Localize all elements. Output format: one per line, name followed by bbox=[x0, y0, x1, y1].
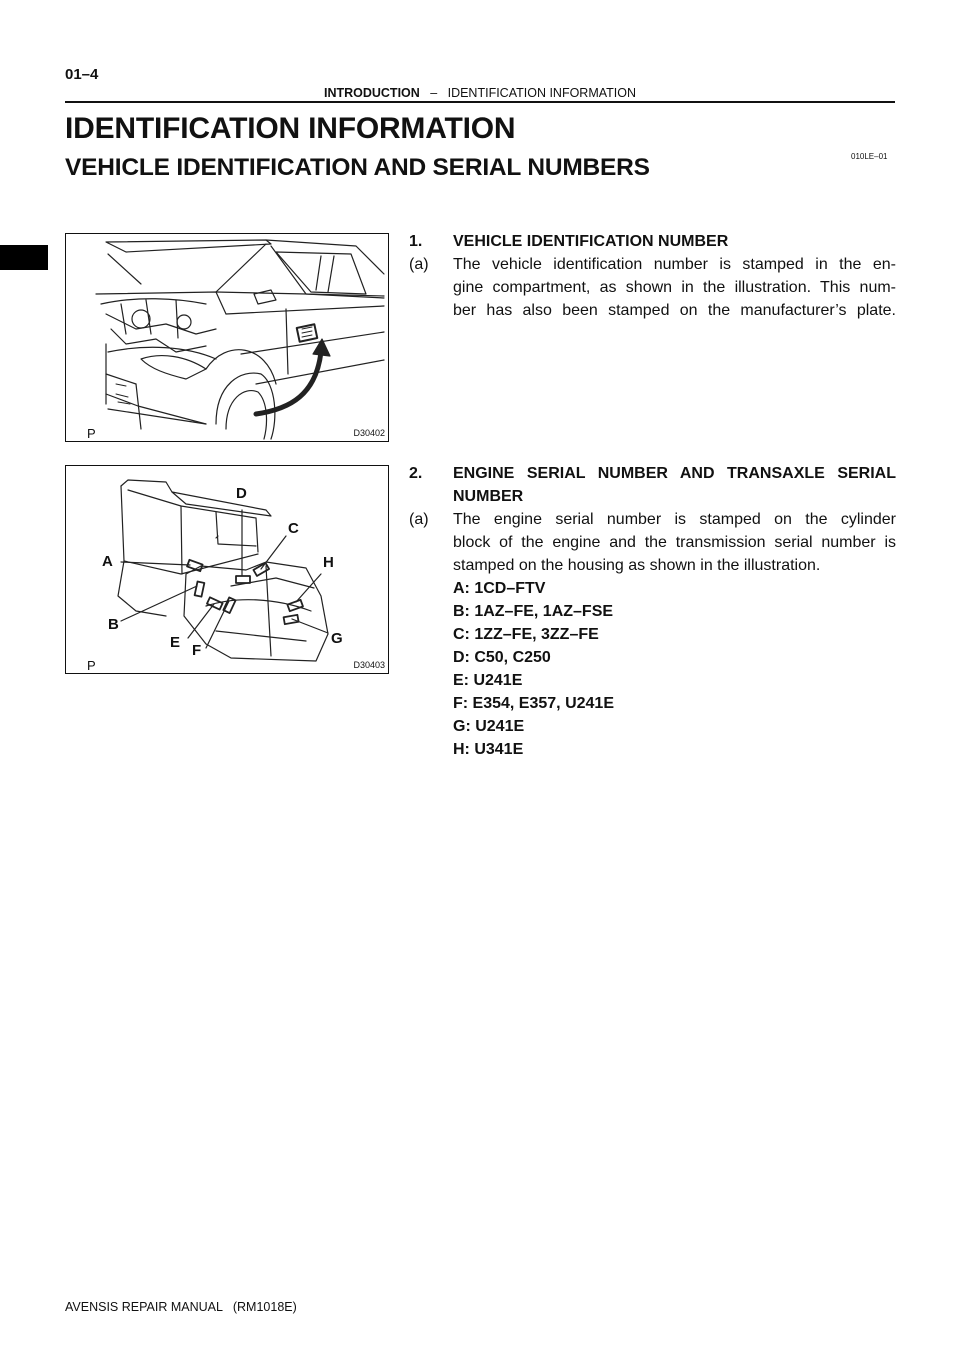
callout-g: G bbox=[331, 630, 343, 647]
page-number: 01–4 bbox=[65, 66, 99, 83]
header-subsection: IDENTIFICATION INFORMATION bbox=[447, 86, 637, 100]
header-section: INTRODUCTION bbox=[323, 86, 420, 100]
paragraph-label: (a) bbox=[409, 256, 429, 273]
code-item: E: U241E bbox=[453, 672, 523, 689]
paragraph-line: stamped on the housing as shown in the illustration. bbox=[453, 557, 821, 574]
header-rule bbox=[65, 101, 895, 103]
code-item: D: C50, C250 bbox=[453, 649, 551, 666]
callout-e: E bbox=[170, 634, 181, 651]
paragraph-line: ber has also been stamped on the manufacturer’s plate. bbox=[453, 302, 896, 319]
paragraph-line: gine compartment, as shown in the illustration. This num- bbox=[453, 279, 896, 296]
code-item: G: U241E bbox=[453, 718, 525, 735]
section-heading: VEHICLE IDENTIFICATION NUMBER bbox=[453, 233, 729, 250]
code-item: H: U341E bbox=[453, 741, 524, 758]
paragraph-line: The engine serial number is stamped on the cylinder bbox=[453, 511, 896, 528]
paragraph-line: block of the engine and the transmission serial number is bbox=[453, 534, 896, 551]
page-subtitle: VEHICLE IDENTIFICATION AND SERIAL NUMBERS bbox=[65, 154, 650, 181]
callout-f: F bbox=[192, 642, 202, 659]
code-item: B: 1AZ–FE, 1AZ–FSE bbox=[453, 603, 614, 620]
figure-p-mark: P bbox=[87, 426, 96, 441]
running-header bbox=[0, 86, 960, 100]
callout-d: D bbox=[236, 485, 247, 502]
callout-b: B bbox=[108, 616, 119, 633]
document-code: 010LE–01 bbox=[851, 152, 888, 161]
section-number: 2. bbox=[409, 465, 423, 482]
footer: AVENSIS REPAIR MANUAL (RM1018E) bbox=[65, 1300, 297, 1314]
page-title: IDENTIFICATION INFORMATION bbox=[65, 112, 516, 145]
section-serial-numbers bbox=[0, 462, 960, 758]
callout-h: H bbox=[323, 554, 334, 571]
section-vin bbox=[0, 230, 960, 330]
callout-c: C bbox=[288, 520, 299, 537]
figure-code: D30403 bbox=[353, 660, 385, 670]
figure-p-mark: P bbox=[87, 658, 96, 673]
code-item: C: 1ZZ–FE, 3ZZ–FE bbox=[453, 626, 599, 643]
callout-a: A bbox=[102, 553, 113, 570]
section-heading: ENGINE SERIAL NUMBER AND TRANSAXLE SERIAL bbox=[453, 465, 896, 482]
figure-code: D30402 bbox=[353, 428, 385, 438]
section-number: 1. bbox=[409, 233, 423, 250]
code-item: A: 1CD–FTV bbox=[453, 580, 546, 597]
paragraph-line: The vehicle identification number is stamped in the en- bbox=[453, 256, 896, 273]
header-separator: – bbox=[430, 86, 438, 100]
paragraph-label: (a) bbox=[409, 511, 429, 528]
section-heading: NUMBER bbox=[453, 488, 524, 505]
code-item: F: E354, E357, U241E bbox=[453, 695, 614, 712]
